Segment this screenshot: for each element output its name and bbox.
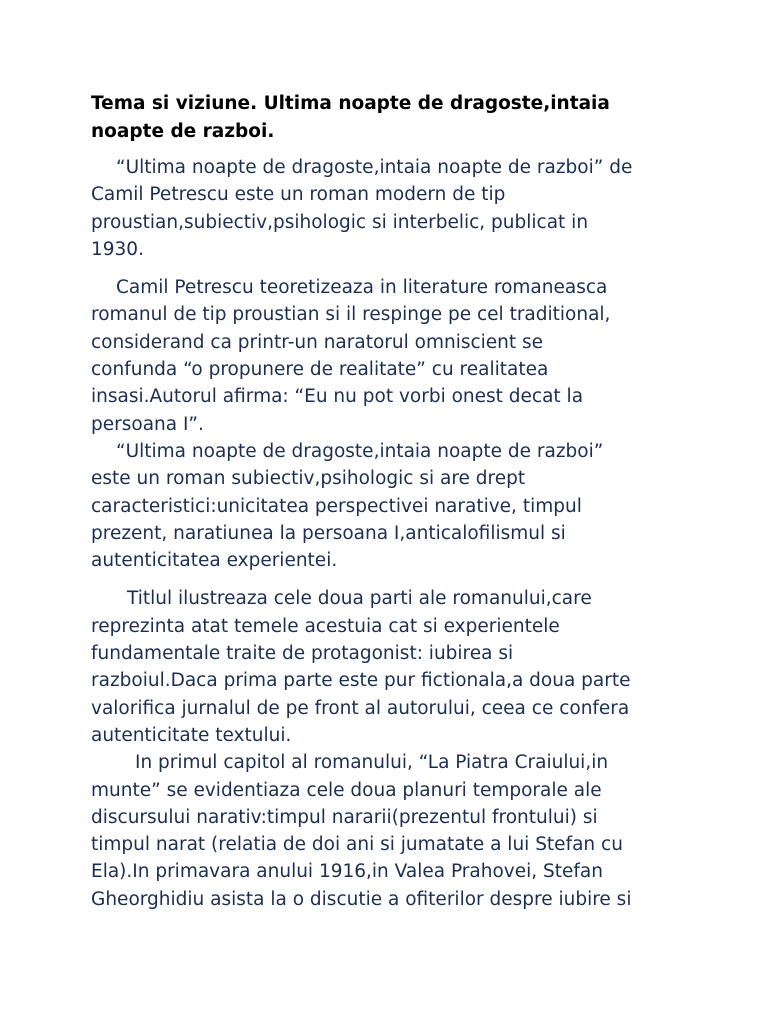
paragraph-5: In primul capitol al romanului, “La Piatra Craiului,in munte” se evidentiaza cele doua planuri temporale ale discursului narativ:timpul nararii(prezentul frontului) si timpul narat (relatia de doi ani si jumatate a lui Stefan cu Ela).In primavara anului 1916,in Valea Prahovei, Stefan Gheorghidiu asista la o discutie a ofiterilor despre iubire si [91, 752, 632, 910]
paragraph-1: “Ultima noapte de dragoste,intaia noapte de razboi” de Camil Petrescu este un roman modern de tip proustian,subiectiv,psihologic si interbelic, publicat in 1930. [91, 157, 633, 260]
paragraph-3: “Ultima noapte de dragoste,intaia noapte de razboi” este un roman subiectiv,psihologic si are drept caracteristici:unicitatea perspectivei narative, timpul prezent, naratiunea la persoana I,anticalofilismul si autenticitatea experientei. [91, 440, 604, 572]
paragraph-2: Camil Petrescu teoretizeaza in literature romaneasca romanul de tip proustian si il respinge pe cel traditional, considerand ca printr-un naratorul omniscient se confunda “o propunere de realitate” cu realitatea insasi.Autorul afirma: “Eu nu pot vorbi onest decat la persoana I”. [91, 277, 611, 435]
paragraph-4: Titlul ilustreaza cele doua parti ale romanului,care reprezinta atat temele acestuia cat si experientele fundamentale traite de protagonist: iubirea si razboiul.Daca prima parte este pur fictionala,a doua parte valorifica jurnalul de pe front al autorului, ceea ce confera autenticitate textului. [91, 588, 631, 746]
document-page [91, 90, 691, 913]
document-title: Tema si viziune. Ultima noapte de dragoste,intaia noapte de razboi. [91, 93, 610, 142]
